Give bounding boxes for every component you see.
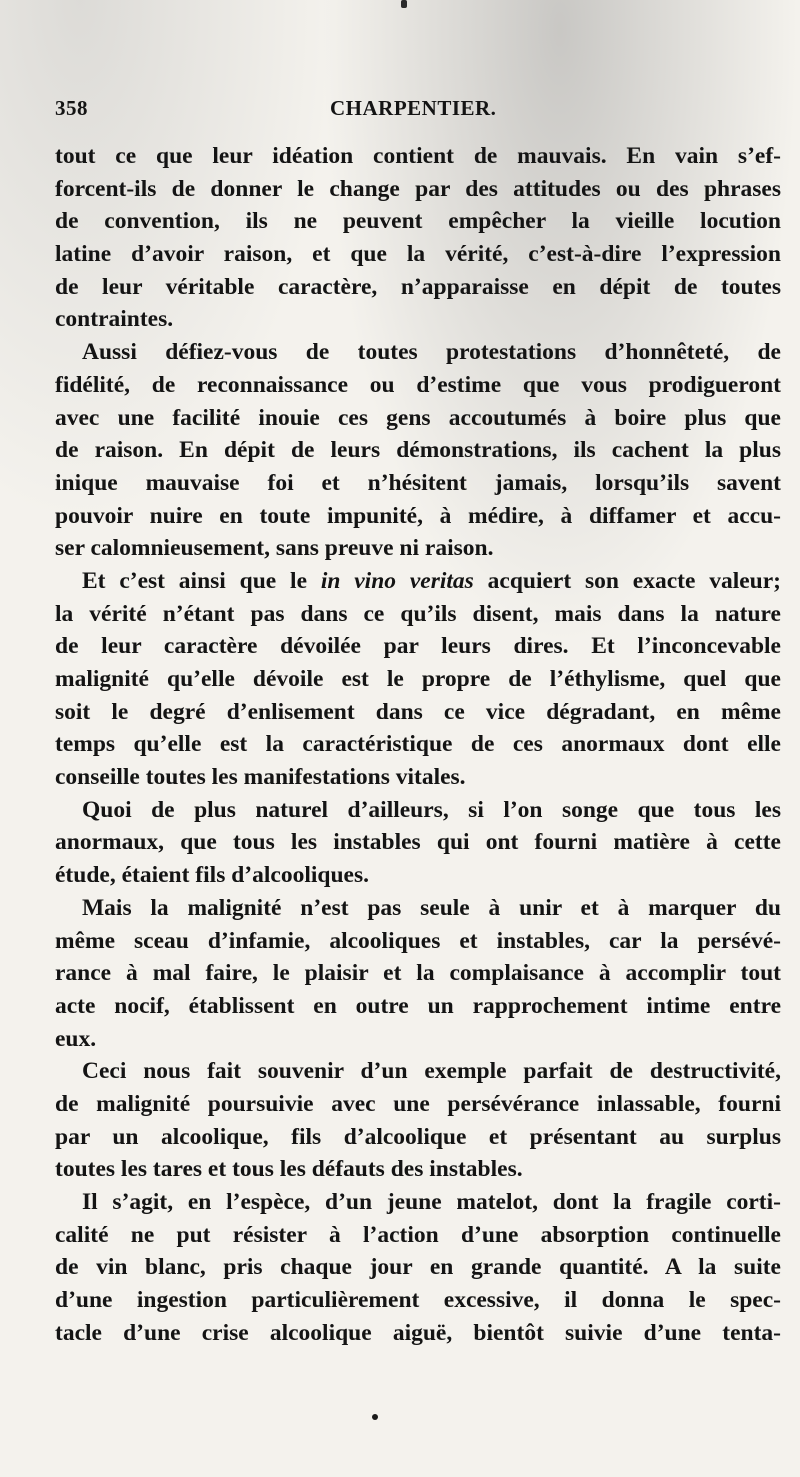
text-line: latine d’avoir raison, et que la vérité, c’est-à-dire l’expression xyxy=(55,241,781,268)
text-line: acte nocif, établissent en outre un rapprochement intime entre xyxy=(55,992,781,1019)
text-line: de vin blanc, pris chaque jour en grande quantité. A la suite xyxy=(55,1254,781,1281)
text-line: avec une facilité inouie ces gens accoutumés à boire plus que xyxy=(55,404,781,431)
text-line: rance à mal faire, le plaisir et la complaisance à accomplir tout xyxy=(55,960,781,987)
text-line: soit le degré d’enlisement dans ce vice dégradant, en même xyxy=(55,698,781,725)
text-line: Il s’agit, en l’espèce, d’un jeune matelot, dont la fragile corti- xyxy=(82,1189,781,1215)
text-line: contraintes. xyxy=(55,306,174,333)
text-line: ser calomnieusement, sans preuve ni raison. xyxy=(55,535,494,562)
text-line: Mais la malignité n’est pas seule à unir et à marquer du xyxy=(82,894,781,921)
text-line: conseille toutes les manifestations vitales. xyxy=(55,764,466,791)
text-line: tout ce que leur idéation contient de mauvais. En vain s’ef- xyxy=(55,143,781,169)
running-head xyxy=(55,96,740,126)
text-line: de leur véritable caractère, n’apparaisse en dépit de toutes xyxy=(55,273,781,300)
text-line: inique mauvaise foi et n’hésitent jamais, lorsqu’ils savent xyxy=(55,469,781,496)
text-line: même sceau d’infamie, alcooliques et instables, car la persévé- xyxy=(55,927,781,954)
text-line: de raison. En dépit de leurs démonstrations, ils cachent la plus xyxy=(55,437,781,464)
text-line: anormaux, que tous les instables qui ont fourni matière à cette xyxy=(55,829,781,856)
text-line: de leur caractère dévoilée par leurs dires. Et l’inconcevable xyxy=(55,633,781,660)
text-line: temps qu’elle est la caractéristique de ces anormaux dont elle xyxy=(55,731,781,758)
text-line: malignité qu’elle dévoile est le propre de l’éthylisme, quel que xyxy=(55,666,781,692)
text-segment: acquiert son exacte valeur; xyxy=(473,567,781,594)
text-line: fidélité, de reconnaissance ou d’estime que vous prodigueront xyxy=(55,371,781,398)
running-title: CHARPENTIER. xyxy=(330,96,497,120)
text-line: calité ne put résister à l’action d’une absorption continuelle xyxy=(55,1221,781,1248)
text-line: toutes les tares et tous les défauts des instables. xyxy=(55,1156,523,1183)
text-line: de malignité poursuivie avec une persévérance inlassable, fourni xyxy=(55,1090,781,1117)
text-line: pouvoir nuire en toute impunité, à médire, à diffamer et accu- xyxy=(55,502,781,529)
text-line: de convention, ils ne peuvent empêcher la vieille locution xyxy=(55,208,781,235)
ink-speck xyxy=(401,0,407,8)
text-line: tacle d’une crise alcoolique aiguë, bientôt suivie d’une tenta- xyxy=(55,1319,781,1346)
text-line: Quoi de plus naturel d’ailleurs, si l’on songe que tous les xyxy=(82,796,781,823)
text-line: étude, étaient fils d’alcooliques. xyxy=(55,862,369,889)
text-line: la vérité n’étant pas dans ce qu’ils disent, mais dans la nature xyxy=(55,600,781,627)
text-line: d’une ingestion particulièrement excessive, il donna le spec- xyxy=(55,1287,781,1314)
text-line: eux. xyxy=(55,1025,97,1052)
page-number: 358 xyxy=(55,96,88,120)
text-line: Ceci nous fait souvenir d’un exemple parfait de destructivité, xyxy=(82,1058,781,1085)
latin-phrase: in vino veritas xyxy=(320,567,474,594)
text-line xyxy=(55,565,781,598)
text-line: Aussi défiez-vous de toutes protestations d’honnêteté, de xyxy=(82,339,781,366)
text-line: par un alcoolique, fils d’alcoolique et présentant au surplus xyxy=(55,1123,781,1150)
ink-speck xyxy=(372,1414,378,1420)
text-segment: Et c’est ainsi que le xyxy=(82,567,321,594)
body-text xyxy=(55,140,781,1349)
text-line: forcent-ils de donner le change par des attitudes ou des phrases xyxy=(55,175,781,202)
